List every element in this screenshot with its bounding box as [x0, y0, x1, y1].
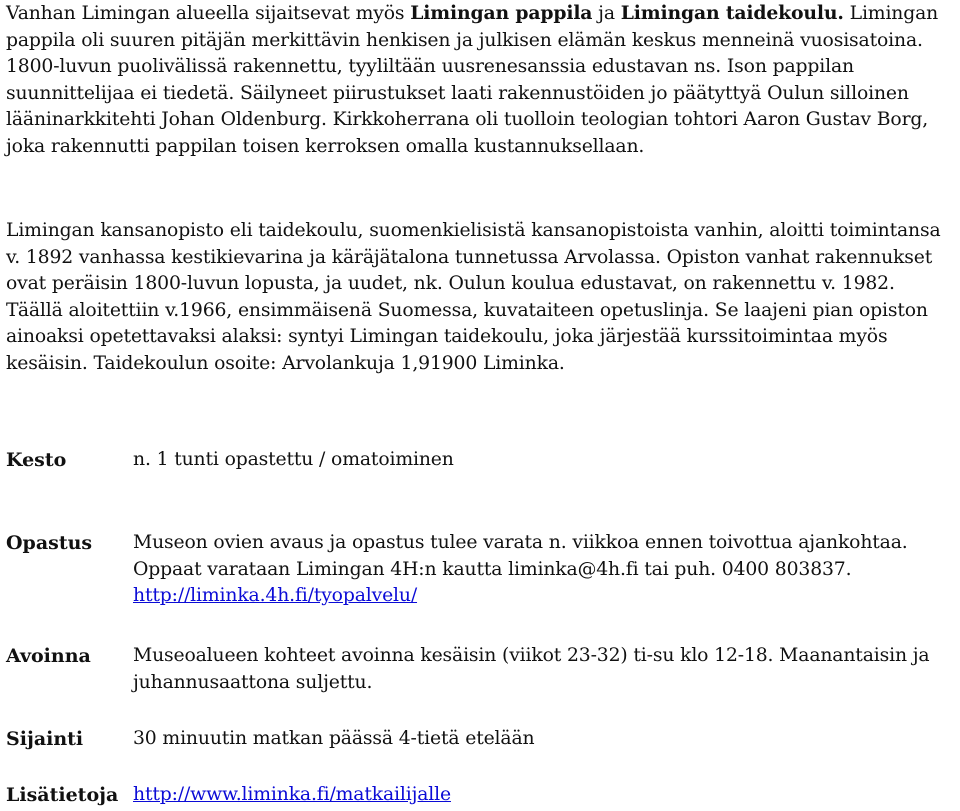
lisatietoja-label: Lisätietoja [6, 784, 119, 806]
matkailijalle-link[interactable]: http://www.liminka.fi/matkailijalle [133, 784, 451, 805]
lisatietoja-value [133, 782, 948, 809]
para1-text-c: Limingan pappila oli suuren pitäjän merkittävin henkisen ja julkisen elämän keskus menneinä vuosisatoina. 1800-luvun puolivälissä rakennettu, tyyliltään uusrenesanssia edustavan ns. Ison pappilan suunnittelijaa ei tiedetä. Säilyneet piirustukset laati rakennustöiden jo päätyttyä Oulun silloinen lääninarkkitehti Johan Oldenburg. Kirkkoherrana oli tuolloin teologian tohtori Aaron Gustav Borg, joka rakennutti pappilan toisen kerroksen omalla kustannuksellaan. [6, 3, 939, 157]
opastus-value [133, 530, 948, 610]
sijainti-value: 30 minuutin matkan päässä 4-tietä etelään [133, 728, 535, 749]
opastus-text: Museon ovien avaus ja opastus tulee varata n. viikkoa ennen toivottua ajankohtaa. Oppaat varataan Limingan 4H:n kautta liminka@4h.fi tai puh. 0400 803837. [133, 532, 908, 580]
sijainti-label: Sijainti [6, 728, 84, 750]
para1-text-a: Vanhan Limingan alueella sijaitsevat myös [6, 3, 411, 24]
para1-bold-taidekoulu: Limingan taidekoulu. [620, 2, 844, 24]
avoinna-value: Museoalueen kohteet avoinna kesäisin (viikot 23-32) ti-su klo 12-18. Maanantaisin ja juhannusaattona suljettu. [133, 645, 930, 693]
kesto-value: n. 1 tunti opastettu / omatoiminen [133, 449, 454, 470]
para1-text-b: ja [592, 3, 621, 24]
pappila-paragraph [6, 0, 946, 160]
avoinna-label: Avoinna [6, 645, 91, 667]
para1-bold-pappila: Limingan pappila [410, 2, 593, 24]
opastus-label: Opastus [6, 532, 93, 554]
kansanopisto-paragraph: Limingan kansanopisto eli taidekoulu, suomenkielisistä kansanopistoista vanhin, aloitti toimintansa v. 1892 vanhassa kestikievarina ja käräjätalona tunnetussa Arvolassa. Opiston vanhat rakennukset ovat peräisin 1800-luvun lopusta, ja uudet, nk. Oulun koulua edustavat, on rakennettu v. 1982. Täällä aloitettiin v.1966, ensimmäisenä Suomessa, kuvataiteen opetuslinja. Se laajeni pian opiston ainoaksi opetettavaksi alaksi: syntyi Limingan taidekoulu, joka järjestää kurssitoimintaa myös kesäisin. Taidekoulun osoite: Arvolankuja 1,91900 Liminka. [6, 220, 941, 374]
kesto-label: Kesto [6, 449, 67, 471]
tyopalvelu-link[interactable]: http://liminka.4h.fi/tyopalvelu/ [133, 585, 418, 606]
